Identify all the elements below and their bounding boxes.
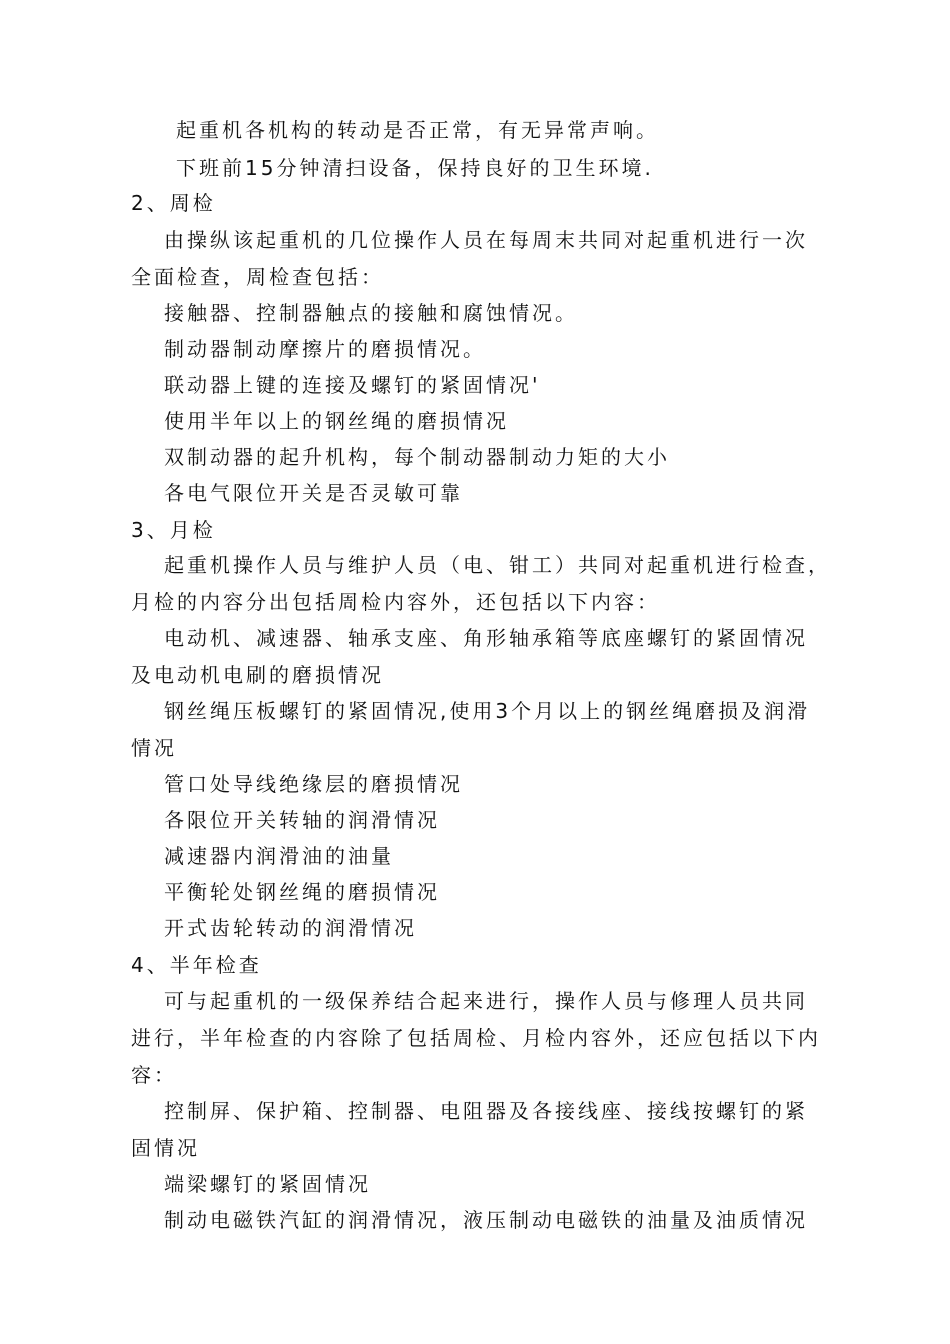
list-item: 制动电磁铁汽缸的润滑情况，液压制动电磁铁的油量及油质情况 — [164, 1208, 808, 1232]
list-item: 控制屏、保护箱、控制器、电阻器及各接线座、接线按螺钉的紧 — [164, 1099, 808, 1123]
list-item: 端梁螺钉的紧固情况 — [164, 1172, 371, 1196]
text-line: 情况 — [131, 736, 177, 760]
list-item: 制动器制动摩擦片的磨损情况。 — [164, 337, 486, 361]
list-item: 联动器上键的连接及螺钉的紧固情况' — [164, 373, 541, 397]
list-item: 各限位开关转轴的润滑情况 — [164, 808, 440, 832]
list-item: 钢丝绳压板螺钉的紧固情况,使用3个月以上的钢丝绳磨损及润滑 — [164, 699, 811, 723]
text-line: 起重机各机构的转动是否正常，有无异常声响。 — [176, 118, 659, 142]
text-line: 由操纵该起重机的几位操作人员在每周末共同对起重机进行一次 — [164, 228, 808, 252]
section-heading: 2、周检 — [131, 191, 216, 215]
text-line: 全面检查，周检查包括： — [131, 265, 384, 289]
text-line: 固情况 — [131, 1136, 200, 1160]
list-item: 减速器内润滑油的油量 — [164, 844, 394, 868]
text-line: 及电动机电刷的磨损情况 — [131, 663, 384, 687]
text-line: 起重机操作人员与维护人员（电、钳工）共同对起重机进行检查， — [164, 553, 831, 577]
text-line: 可与起重机的一级保养结合起来进行，操作人员与修理人员共同 — [164, 989, 808, 1013]
list-item: 平衡轮处钢丝绳的磨损情况 — [164, 880, 440, 904]
text-line: 月检的内容分出包括周检内容外，还包括以下内容： — [131, 590, 660, 614]
section-heading: 4、半年检查 — [131, 953, 262, 977]
list-item: 电动机、减速器、轴承支座、角形轴承箱等底座螺钉的紧固情况 — [164, 626, 808, 650]
list-item: 开式齿轮转动的润滑情况 — [164, 916, 417, 940]
list-item: 管口处导线绝缘层的磨损情况 — [164, 772, 463, 796]
text-line: 进行，半年检查的内容除了包括周检、月检内容外，还应包括以下内 — [131, 1026, 821, 1050]
list-item: 使用半年以上的钢丝绳的磨损情况 — [164, 409, 509, 433]
text-line: 容： — [131, 1063, 177, 1087]
list-item: 接触器、控制器触点的接触和腐蚀情况。 — [164, 301, 578, 325]
list-item: 双制动器的起升机构，每个制动器制动力矩的大小 — [164, 445, 670, 469]
section-heading: 3、月检 — [131, 518, 216, 542]
list-item: 各电气限位开关是否灵敏可靠 — [164, 481, 463, 505]
text-line: 下班前15分钟清扫设备，保持良好的卫生环境. — [176, 156, 654, 180]
